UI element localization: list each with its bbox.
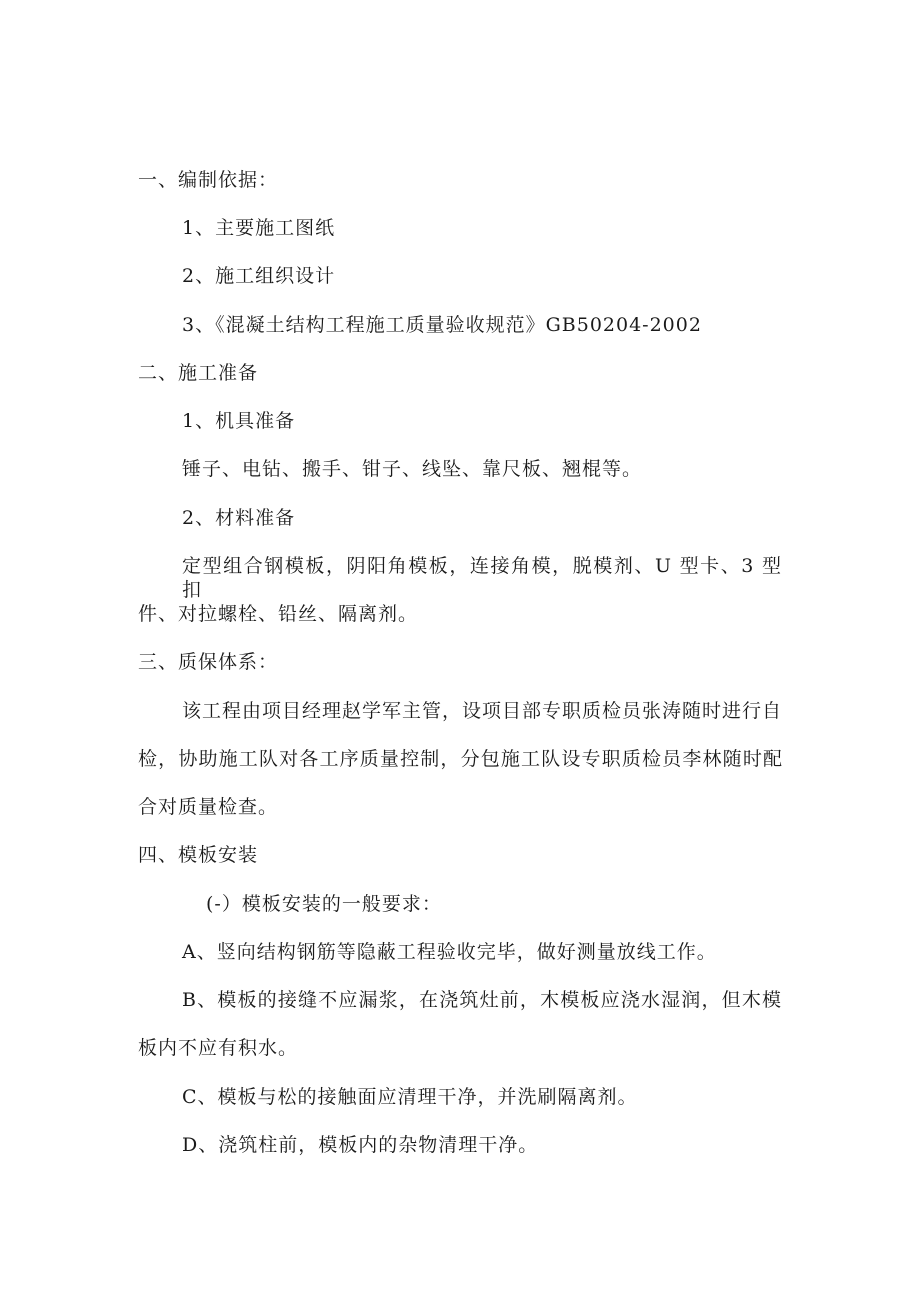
basis-item-standard: 3、《混凝土结构工程施工质量验收规范》GB50204-2002 bbox=[182, 314, 702, 336]
section-heading-formwork: 四、模板安装 bbox=[138, 844, 259, 866]
section-heading-basis: 一、编制依据： bbox=[138, 169, 279, 191]
prep-tools-text: 锤子、电钻、搬手、钳子、线坠、靠尺板、翘棍等。 bbox=[182, 458, 643, 480]
subsection-heading-general-requirements: (-）模板安装的一般要求： bbox=[206, 893, 442, 915]
requirement-b-line2: 板内不应有积水。 bbox=[138, 1037, 299, 1059]
basis-item-drawings: 1、主要施工图纸 bbox=[182, 217, 336, 239]
requirement-a: A、竖向结构钢筋等隐蔽工程验收完毕，做好测量放线工作。 bbox=[182, 941, 717, 963]
prep-materials-text-line2: 件、对拉螺栓、铅丝、隔离剂。 bbox=[138, 603, 419, 625]
requirement-d: D、浇筑柱前，模板内的杂物清理干净。 bbox=[182, 1134, 539, 1156]
section-heading-quality: 三、质保体系： bbox=[138, 651, 279, 673]
quality-text-line3: 合对质量检查。 bbox=[138, 796, 279, 818]
quality-text-line2: 检，协助施工队对各工序质量控制，分包施工队设专职质检员李林随时配 bbox=[138, 748, 783, 770]
prep-materials-title: 2、材料准备 bbox=[182, 507, 296, 529]
basis-item-design: 2、施工组织设计 bbox=[182, 265, 336, 287]
section-heading-preparation: 二、施工准备 bbox=[138, 362, 259, 384]
prep-materials-text-line1: 定型组合钢模板，阴阳角模板，连接角模，脱模剂、U 型卡、3 型扣 bbox=[182, 555, 782, 601]
prep-tools-title: 1、机具准备 bbox=[182, 410, 296, 432]
quality-text-line1: 该工程由项目经理赵学军主管，设项目部专职质检员张涛随时进行自 bbox=[182, 700, 783, 722]
requirement-c: C、模板与松的接触面应清理干净，并洗刷隔离剂。 bbox=[182, 1086, 638, 1108]
requirement-b-line1: B、模板的接缝不应漏浆，在浇筑灶前，木模板应浇水湿润，但木模 bbox=[182, 989, 782, 1011]
